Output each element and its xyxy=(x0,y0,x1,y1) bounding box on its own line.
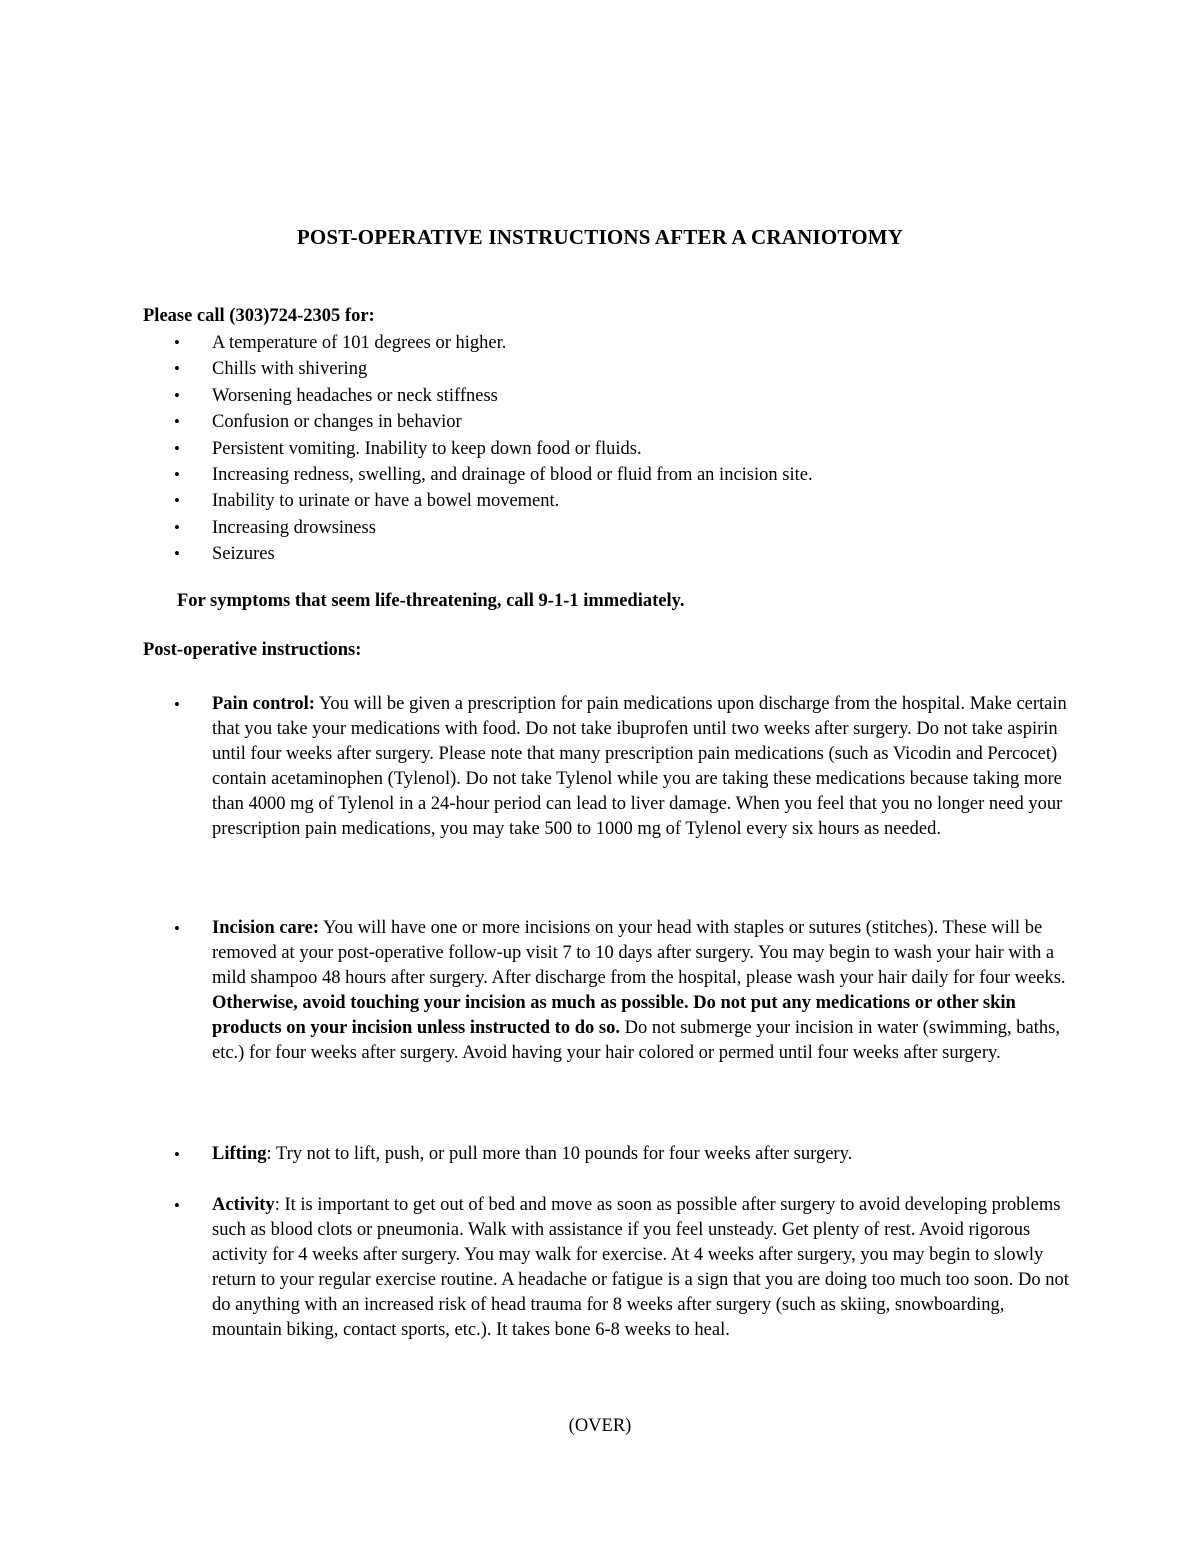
instruction-label: Lifting xyxy=(212,1144,267,1164)
bullet-icon: • xyxy=(174,464,180,484)
call-heading: Please call (303)724-2305 for: xyxy=(143,306,375,326)
bullet-icon: • xyxy=(174,1196,180,1215)
list-item xyxy=(0,488,813,514)
instruction-text: Do not submerge your incision in water (swimming, baths, etc.) for four weeks after surgery. Avoid having your hair colored or permed until four weeks after surgery. xyxy=(212,1018,1060,1063)
bullet-icon: • xyxy=(174,517,180,537)
instruction-lifting xyxy=(174,1142,1072,1167)
instruction-label: Activity xyxy=(212,1195,275,1215)
instruction-text: You will have one or more incisions on your head with staples or sutures (stitches). These will be removed at your post-operative follow-up visit 7 to 10 days after surgery. You may begin to wash your hair with a mild shampoo 48 hours after surgery. After discharge from the hospital, please wash your hair daily for four weeks. xyxy=(212,918,1066,988)
list-item xyxy=(0,356,813,382)
bullet-icon: • xyxy=(174,1145,180,1164)
symptom-text: A temperature of 101 degrees or higher. xyxy=(212,333,507,353)
bullet-icon: • xyxy=(174,695,180,714)
list-item xyxy=(0,541,813,567)
bullet-icon: • xyxy=(174,544,180,564)
bullet-icon: • xyxy=(174,333,180,352)
symptom-text: Confusion or changes in behavior xyxy=(212,412,462,433)
bullet-icon: • xyxy=(174,919,180,938)
instruction-incision-care xyxy=(174,916,1072,1066)
list-item xyxy=(0,436,813,462)
symptom-text: Chills with shivering xyxy=(212,359,368,380)
bullet-icon: • xyxy=(174,412,180,432)
page-title: POST-OPERATIVE INSTRUCTIONS AFTER A CRANIOTOMY xyxy=(296,225,904,249)
emergency-note: For symptoms that seem life-threatening, call 9-1-1 immediately. xyxy=(177,591,685,611)
instruction-bold-text: Otherwise, avoid touching your incision as much as possible. Do not put any medications or other skin products on your incision unless instructed to do so. xyxy=(212,993,1016,1038)
instruction-label: Pain control: xyxy=(212,694,315,714)
symptom-list xyxy=(0,330,813,568)
instruction-text: You will be given a prescription for pain medications upon discharge from the hospital. Make certain that you take your medications with food. Do not take ibuprofen until two weeks after surgery. Do not take aspirin until four weeks after surgery. Please note that many prescription pain medications (such as Vicodin and Percocet) contain acetaminophen (Tylenol). Do not take Tylenol while you are taking these medications because taking more than 4000 mg of Tylenol in a 24-hour period can lead to liver damage. When you feel that you no longer need your prescription pain medications, you may take 500 to 1000 mg of Tylenol every six hours as needed. xyxy=(212,694,1067,839)
instruction-text: : Try not to lift, push, or pull more than 10 pounds for four weeks after surgery. xyxy=(266,1144,853,1164)
symptom-text: Worsening headaches or neck stiffness xyxy=(212,385,498,406)
post-op-heading: Post-operative instructions: xyxy=(143,640,362,660)
symptom-text: Increasing redness, swelling, and drainage of blood or fluid from an incision site. xyxy=(212,464,813,485)
symptom-text: Persistent vomiting. Inability to keep down food or fluids. xyxy=(212,438,642,459)
list-item xyxy=(0,462,813,488)
bullet-icon: • xyxy=(174,438,180,458)
instruction-pain-control xyxy=(174,692,1072,842)
bullet-icon: • xyxy=(174,359,180,379)
page-footer: (OVER) xyxy=(568,1416,632,1436)
list-item xyxy=(0,330,813,356)
bullet-icon: • xyxy=(174,385,180,405)
bullet-icon: • xyxy=(174,491,180,511)
instruction-label: Incision care: xyxy=(212,918,320,938)
list-item xyxy=(0,515,813,541)
symptom-text: Seizures xyxy=(212,544,275,565)
instruction-text: : It is important to get out of bed and move as soon as possible after surgery to avoid developing problems such as blood clots or pneumonia. Walk with assistance if you feel unsteady. Get plenty of rest. Avoid rigorous activity for 4 weeks after surgery. You may walk for exercise. At 4 weeks after surgery, you may begin to slowly return to your regular exercise routine. A headache or fatigue is a sign that you are doing too much too soon. Do not do anything with an increased risk of head trauma for 8 weeks after surgery (such as skiing, snowboarding, mountain biking, contact sports, etc.). It takes bone 6-8 weeks to heal. xyxy=(212,1195,1069,1340)
symptom-text: Increasing drowsiness xyxy=(212,517,376,538)
list-item xyxy=(0,383,813,409)
list-item xyxy=(0,409,813,435)
instruction-activity xyxy=(174,1193,1072,1343)
symptom-text: Inability to urinate or have a bowel movement. xyxy=(212,491,560,512)
